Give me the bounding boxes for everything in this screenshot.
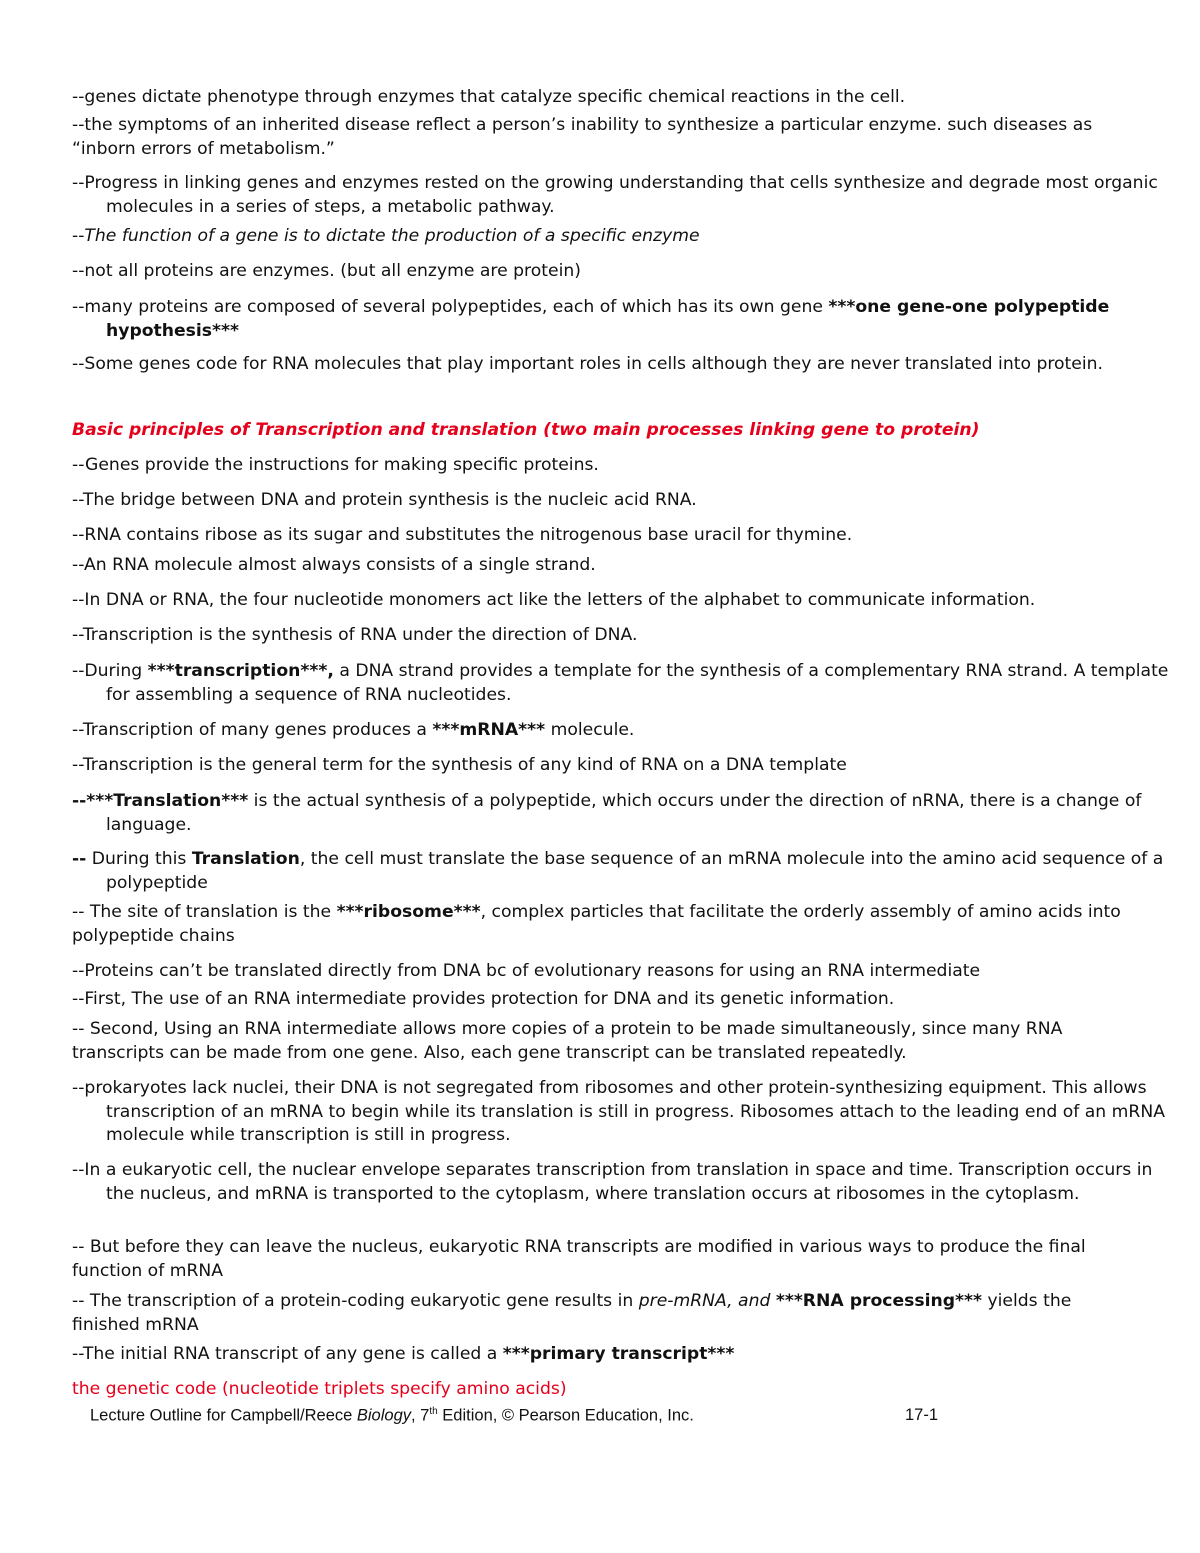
note-paragraph <box>72 790 1174 837</box>
text-run: --The bridge between DNA and protein synthesis is the nucleic acid RNA. <box>72 490 697 510</box>
note-paragraph <box>72 848 1174 895</box>
bold-term: ***ribosome*** <box>336 902 481 922</box>
text-run: --The initial RNA transcript of any gene is called a <box>72 1344 503 1364</box>
text-run: During this <box>86 849 192 869</box>
bold-term: ***transcription***, <box>147 661 334 681</box>
footer-citation-prefix: Lecture Outline for Campbell/Reece <box>90 1406 357 1425</box>
text-run: --In DNA or RNA, the four nucleotide monomers act like the letters of the alphabet to communicate information. <box>72 590 1036 610</box>
footer-edition-suffix: th <box>429 1406 438 1417</box>
note-paragraph <box>72 86 1140 110</box>
text-run: -- <box>72 226 85 246</box>
text-run: -- Second, Using an RNA intermediate allows more copies of a protein to be made simultaneously, since many RNA transcripts can be made from one gene. Also, each gene transcript can be translated repeatedly. <box>72 1019 1063 1063</box>
note-paragraph <box>72 1290 1140 1337</box>
page-number: 17-1 <box>905 1406 939 1424</box>
footer-book-title: Biology <box>356 1406 412 1425</box>
text-run: --First, The use of an RNA intermediate provides protection for DNA and its genetic information. <box>72 989 895 1009</box>
text-run: is the actual synthesis of a polypeptide, which occurs under the direction of nRNA, there is a change of language. <box>106 791 1142 835</box>
text-run: --An RNA molecule almost always consists of a single strand. <box>72 555 596 575</box>
note-paragraph <box>72 624 1140 648</box>
note-paragraph <box>72 353 1174 377</box>
bold-term: ***RNA processing*** <box>775 1291 983 1311</box>
text-run: , the cell must translate the base sequence of an mRNA molecule into the amino acid sequence of a polypeptide <box>106 849 1164 893</box>
note-paragraph <box>72 660 1174 707</box>
note-paragraph <box>72 1018 1140 1065</box>
text-run: --prokaryotes lack nuclei, their DNA is not segregated from ribosomes and other protein-synthesizing equipment. This allows transcription of an mRNA to begin while its translation is still in progress. Ribosomes attach to the leading end of an mRNA molecule while transcription is still in progress. <box>72 1078 1165 1145</box>
note-paragraph <box>72 901 1140 948</box>
text-run: --genes dictate phenotype through enzymes that catalyze specific chemical reactions in the cell. <box>72 87 906 107</box>
footer-edition-number: , 7 <box>411 1406 430 1425</box>
note-paragraph <box>72 960 1140 984</box>
note-paragraph <box>72 225 1140 249</box>
note-paragraph <box>72 489 1140 513</box>
text-run: --the symptoms of an inherited disease reflect a person’s inability to synthesize a particular enzyme. such diseases as “inborn errors of metabolism.” <box>72 115 1093 159</box>
text-run: --many proteins are composed of several polypeptides, each of which has its own gene <box>72 297 829 317</box>
text-run: yields the finished mRNA <box>72 1291 1072 1335</box>
text-run: --Some genes code for RNA molecules that play important roles in cells although they are never translated into protein. <box>72 354 1104 374</box>
text-run: --Transcription is the synthesis of RNA under the direction of DNA. <box>72 625 638 645</box>
bold-term: --***Translation*** <box>72 791 249 811</box>
footer-citation-suffix: Edition, © Pearson Education, Inc. <box>437 1406 694 1425</box>
note-paragraph <box>72 260 1140 284</box>
note-paragraph <box>72 554 1140 578</box>
bold-term: Translation <box>191 849 300 869</box>
note-paragraph <box>72 988 1140 1012</box>
text-run: -- The transcription of a protein-coding eukaryotic gene results in <box>72 1291 639 1311</box>
bold-term: ***one gene-one polypeptide hypothesis*** <box>106 297 1110 341</box>
italic-text: pre-mRNA, and <box>638 1291 776 1311</box>
note-paragraph <box>72 1378 1140 1402</box>
text-run: a DNA strand provides a template for the synthesis of a complementary RNA strand. A template for assembling a sequence of RNA nucleotides. <box>106 661 1169 705</box>
text-run: , complex particles that facilitate the orderly assembly of amino acids into polypeptide chains <box>72 902 1121 946</box>
text-run: --Transcription of many genes produces a <box>72 720 433 740</box>
text-run: --RNA contains ribose as its sugar and substitutes the nitrogenous base uracil for thymine. <box>72 525 853 545</box>
text-run: --Progress in linking genes and enzymes rested on the growing understanding that cells synthesize and degrade most organic molecules in a series of steps, a metabolic pathway. <box>72 173 1158 217</box>
page-footer <box>90 1406 939 1426</box>
note-paragraph <box>72 454 1140 478</box>
note-paragraph <box>72 524 1140 548</box>
note-paragraph <box>72 1077 1174 1148</box>
note-paragraph <box>72 1236 1140 1283</box>
text-run: --Transcription is the general term for the synthesis of any kind of RNA on a DNA template <box>72 755 847 775</box>
note-paragraph <box>72 589 1140 613</box>
text-run: -- The site of translation is the <box>72 902 337 922</box>
text-run: molecule. <box>545 720 635 740</box>
text-run: --Genes provide the instructions for making specific proteins. <box>72 455 599 475</box>
text-run: Basic principles of Transcription and translation (two main processes linking gene to protein) <box>72 420 980 440</box>
text-run: the genetic code (nucleotide triplets specify amino acids) <box>72 1379 567 1399</box>
note-paragraph <box>72 296 1174 343</box>
note-paragraph <box>72 1343 1140 1367</box>
bold-term: -- <box>72 849 87 869</box>
text-run: --During <box>72 661 148 681</box>
note-paragraph <box>72 754 1140 778</box>
text-run: --Proteins can’t be translated directly from DNA bc of evolutionary reasons for using an RNA intermediate <box>72 961 981 981</box>
text-run: --In a eukaryotic cell, the nuclear envelope separates transcription from translation in space and time. Transcription occurs in the nucleus, and mRNA is transported to the cytoplasm, where translation occurs at ribosomes in the cytoplasm. <box>72 1160 1153 1204</box>
italic-text: The function of a gene is to dictate the production of a specific enzyme <box>84 226 700 246</box>
bold-term: ***mRNA*** <box>432 720 546 740</box>
note-paragraph <box>72 719 1140 743</box>
note-paragraph <box>72 1159 1174 1206</box>
text-run: -- But before they can leave the nucleus, eukaryotic RNA transcripts are modified in various ways to produce the final function of mRNA <box>72 1237 1086 1281</box>
note-paragraph <box>72 172 1174 219</box>
text-run: --not all proteins are enzymes. (but all enzyme are protein) <box>72 261 581 281</box>
note-paragraph <box>72 114 1140 161</box>
section-heading <box>72 419 1140 443</box>
bold-term: ***primary transcript*** <box>502 1344 735 1364</box>
